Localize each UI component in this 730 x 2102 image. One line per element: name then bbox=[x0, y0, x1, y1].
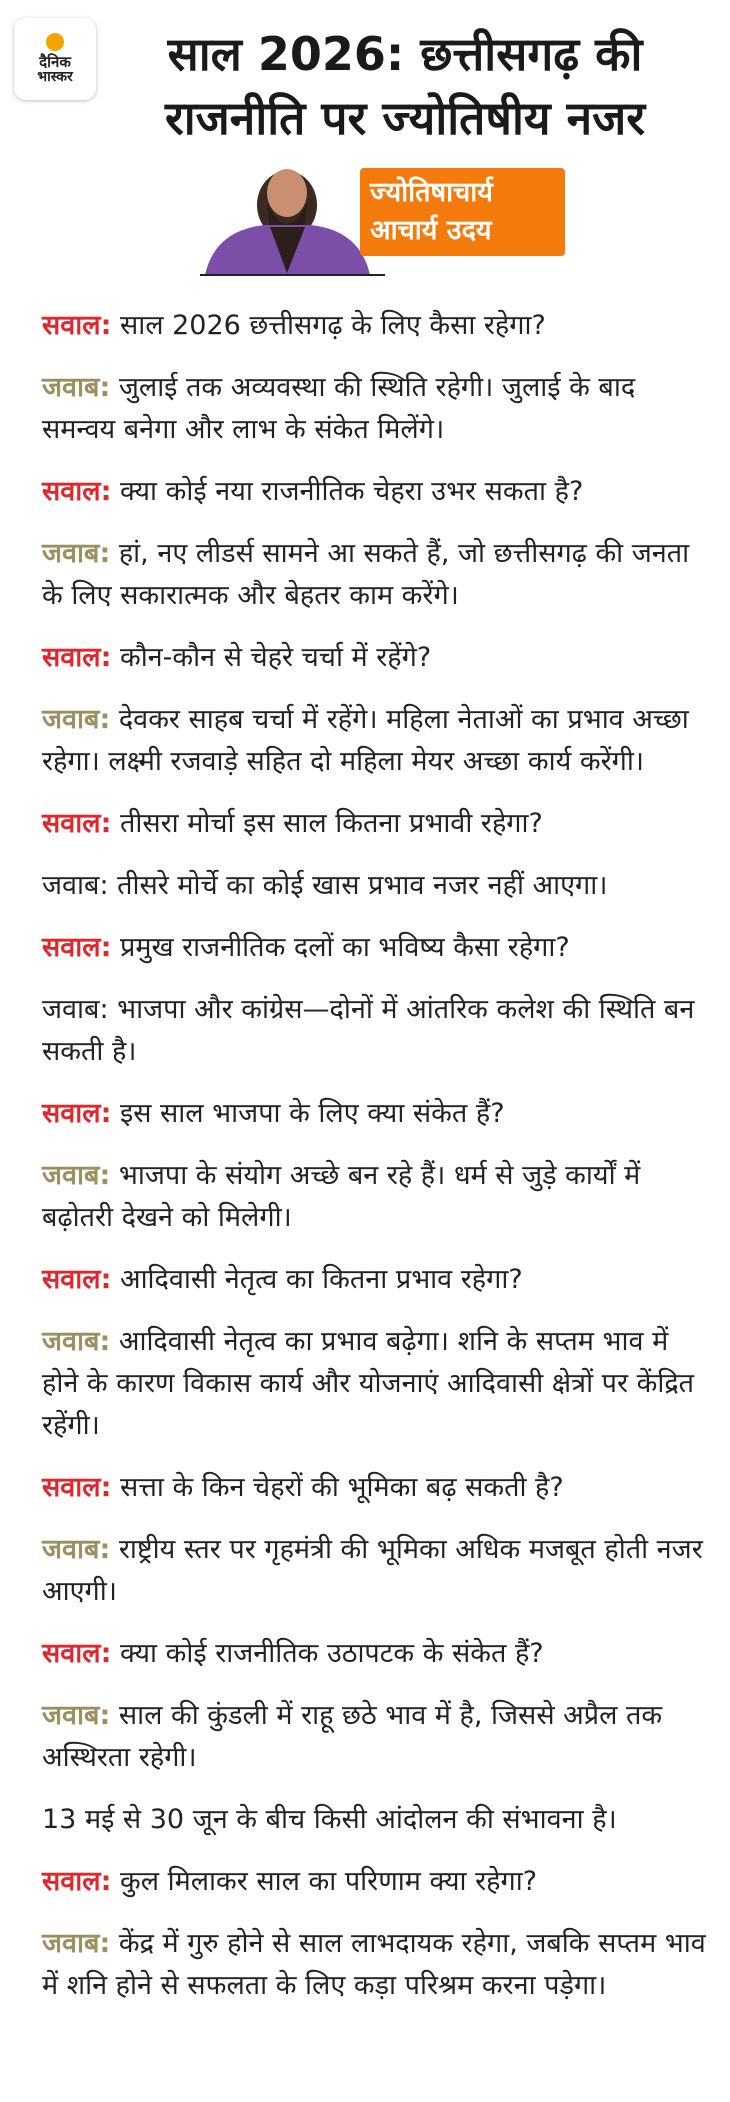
qa-text: आदिवासी नेतृत्व का प्रभाव बढ़ेगा। शनि के सप्तम भाव में होने के कारण विकास कार्य और योजनाएं आदिवासी क्षेत्रों पर केंद्रित रहेंगी। bbox=[42, 1326, 695, 1441]
qa-item bbox=[42, 637, 710, 679]
divider-line bbox=[200, 274, 385, 276]
qa-item bbox=[42, 533, 710, 617]
qa-item bbox=[42, 1799, 710, 1841]
question-label: सवाल: bbox=[42, 1472, 112, 1503]
qa-text: राष्ट्रीय स्तर पर गृहमंत्री की भूमिका अधिक मजबूत होती नजर आएगी। bbox=[42, 1534, 703, 1607]
qa-item bbox=[42, 927, 710, 969]
qa-list bbox=[42, 305, 710, 2027]
answer-label: जवाब: bbox=[42, 1700, 111, 1731]
answer-label: जवाब: bbox=[42, 1326, 111, 1357]
qa-item bbox=[42, 305, 710, 347]
qa-text: इस साल भाजपा के लिए क्या संकेत हैं? bbox=[111, 1098, 505, 1129]
qa-text: जुलाई तक अव्यवस्था की स्थिति रहेगी। जुलाई के बाद समन्वय बनेगा और लाभ के संकेत मिलेंगे। bbox=[42, 372, 636, 445]
qa-text: 13 मई से 30 जून के बीच किसी आंदोलन की संभावना है। bbox=[42, 1804, 617, 1835]
question-label: सवाल: bbox=[42, 1866, 112, 1897]
answer-label: जवाब: bbox=[42, 1534, 111, 1565]
logo-line2: भास्कर bbox=[37, 69, 73, 85]
qa-text: साल 2026 छत्तीसगढ़ के लिए कैसा रहेगा? bbox=[111, 310, 546, 341]
qa-item bbox=[42, 1861, 710, 1903]
astrologer-badge bbox=[360, 168, 565, 256]
qa-item bbox=[42, 1467, 710, 1509]
question-label: सवाल: bbox=[42, 1638, 112, 1669]
page-title: साल 2026: छत्तीसगढ़ की राजनीति पर ज्योतिषीय नजर bbox=[164, 27, 646, 145]
qa-item bbox=[42, 471, 710, 513]
qa-text: जवाब: तीसरे मोर्चे का कोई खास प्रभाव नजर नहीं आएगा। bbox=[42, 870, 608, 901]
qa-item bbox=[42, 1321, 710, 1447]
answer-label: जवाब: bbox=[42, 704, 111, 735]
qa-item bbox=[42, 1155, 710, 1239]
qa-text: हां, नए लीडर्स सामने आ सकते हैं, जो छत्तीसगढ़ की जनता के लिए सकारात्मक और बेहतर काम करेंगे। bbox=[42, 538, 690, 611]
qa-text: क्या कोई नया राजनीतिक चेहरा उभर सकता है? bbox=[111, 476, 584, 507]
qa-text: भाजपा के संयोग अच्छे बन रहे हैं। धर्म से जुड़े कार्यों में बढ़ोतरी देखने को मिलेगी। bbox=[42, 1160, 641, 1233]
qa-text: जवाब: भाजपा और कांग्रेस—दोनों में आंतरिक कलेश की स्थिति बन सकती है। bbox=[42, 994, 695, 1067]
qa-text: आदिवासी नेतृत्व का कितना प्रभाव रहेगा? bbox=[111, 1264, 523, 1295]
astrologer-photo bbox=[195, 145, 380, 275]
qa-text: साल की कुंडली में राहू छठे भाव में है, जिससे अप्रैल तक अस्थिरता रहेगी। bbox=[42, 1700, 663, 1773]
answer-label: जवाब: bbox=[42, 1160, 111, 1191]
qa-text: देवकर साहब चर्चा में रहेंगे। महिला नेताओं का प्रभाव अच्छा रहेगा। लक्ष्मी रजवाड़े सहित दो महिला मेयर अच्छा कार्य करेंगी। bbox=[42, 704, 689, 777]
qa-item bbox=[42, 367, 710, 451]
answer-label: जवाब: bbox=[42, 372, 111, 403]
qa-text: प्रमुख राजनीतिक दलों का भविष्य कैसा रहेगा? bbox=[111, 932, 570, 963]
qa-item bbox=[42, 1633, 710, 1675]
qa-item bbox=[42, 1259, 710, 1301]
qa-item bbox=[42, 989, 710, 1073]
qa-item bbox=[42, 803, 710, 845]
question-label: सवाल: bbox=[42, 310, 112, 341]
astrologer-title: ज्योतिषाचार्य bbox=[370, 177, 493, 208]
logo-line1: दैनिक bbox=[39, 53, 71, 71]
qa-text: क्या कोई राजनीतिक उठापटक के संकेत हैं? bbox=[111, 1638, 544, 1669]
qa-text: तीसरा मोर्चा इस साल कितना प्रभावी रहेगा? bbox=[111, 808, 543, 839]
header bbox=[0, 0, 730, 325]
dainik-bhaskar-logo[interactable] bbox=[14, 18, 96, 100]
question-label: सवाल: bbox=[42, 1098, 112, 1129]
sun-icon bbox=[46, 33, 64, 51]
answer-label: जवाब: bbox=[42, 538, 111, 569]
astrologer-name: आचार्य उदय bbox=[370, 215, 492, 246]
qa-item bbox=[42, 1529, 710, 1613]
question-label: सवाल: bbox=[42, 642, 112, 673]
answer-label: जवाब: bbox=[42, 1928, 111, 1959]
question-label: सवाल: bbox=[42, 1264, 112, 1295]
qa-text: केंद्र में गुरु होने से साल लाभदायक रहेगा, जबकि सप्तम भाव में शनि होने से सफलता के लिए कड़ा परिश्रम करना पड़ेगा। bbox=[42, 1928, 706, 2001]
qa-item bbox=[42, 699, 710, 783]
qa-item bbox=[42, 1923, 710, 2007]
qa-item bbox=[42, 865, 710, 907]
qa-item bbox=[42, 1695, 710, 1779]
qa-item bbox=[42, 1093, 710, 1135]
qa-text: कौन-कौन से चेहरे चर्चा में रहेंगे? bbox=[111, 642, 432, 673]
question-label: सवाल: bbox=[42, 932, 112, 963]
question-label: सवाल: bbox=[42, 808, 112, 839]
qa-text: कुल मिलाकर साल का परिणाम क्या रहेगा? bbox=[111, 1866, 538, 1897]
question-label: सवाल: bbox=[42, 476, 112, 507]
qa-text: सत्ता के किन चेहरों की भूमिका बढ़ सकती है? bbox=[111, 1472, 564, 1503]
